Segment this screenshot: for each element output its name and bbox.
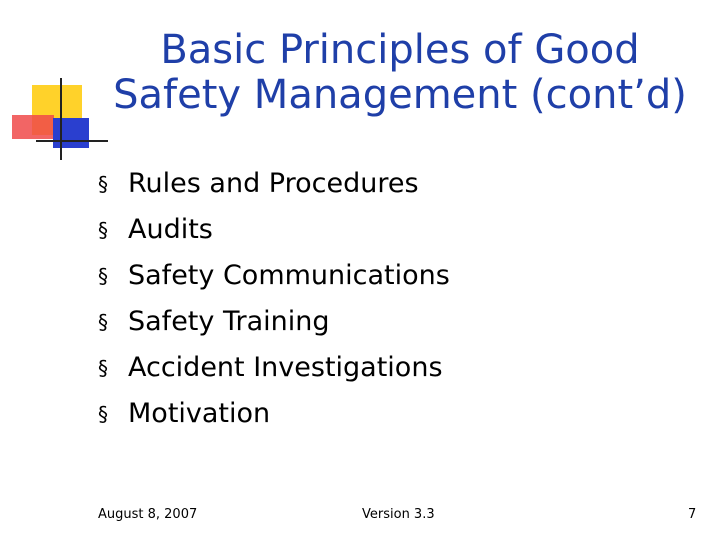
bullet-text: Accident Investigations: [128, 352, 443, 383]
bullet-marker-icon: §: [98, 264, 108, 288]
bullet-list: [98, 161, 450, 437]
footer-page-number: 7: [688, 507, 697, 522]
bullet-item-audits: [98, 207, 450, 253]
bullet-marker-icon: §: [98, 310, 108, 334]
footer-date: August 8, 2007: [98, 507, 198, 522]
title-line-1: Basic Principles of Good: [160, 27, 640, 73]
bullet-marker-icon: §: [98, 356, 108, 380]
bullet-item-communications: [98, 253, 450, 299]
bullet-item-investigations: [98, 345, 450, 391]
bullet-marker-icon: §: [98, 402, 108, 426]
bullet-marker-icon: §: [98, 218, 108, 242]
title-line-2: Safety Management (cont’d): [113, 72, 687, 118]
slide-decoration-logo: [0, 0, 110, 170]
bullet-text: Safety Training: [128, 306, 330, 337]
bullet-marker-icon: §: [98, 172, 108, 196]
bullet-item-motivation: [98, 391, 450, 437]
bullet-text: Safety Communications: [128, 260, 450, 291]
bullet-text: Rules and Procedures: [128, 168, 419, 199]
bullet-item-training: [98, 299, 450, 345]
logo-red-square: [12, 115, 54, 139]
footer-version: Version 3.3: [362, 507, 435, 522]
bullet-item-rules: [98, 161, 450, 207]
bullet-text: Audits: [128, 214, 213, 245]
logo-blue-square: [53, 118, 89, 148]
bullet-text: Motivation: [128, 398, 271, 429]
slide-title: [100, 28, 700, 118]
